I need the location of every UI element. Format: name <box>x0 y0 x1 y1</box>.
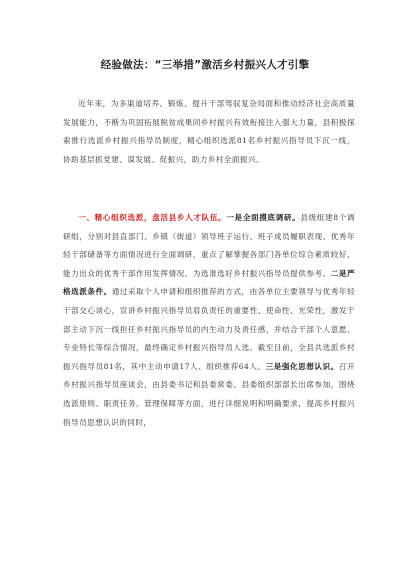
point-one-title: 一是全面摸底调研。 <box>226 213 301 222</box>
point-two-text: 通过采取个人申请和组织推荐的方式，由各单位主要领导与优秀年轻干部交心谈心，宣讲乡村振兴指导员肩负责任的重要性、使命性、光荣性，激发干部主动下沉一线担任乡村振兴指导员的内生动力及责任感，并结合干部个人意愿、专业特长等综合情况，最终确定乡村振兴指导员人选。截至目前，全县共选派乡村振兴指导员81名，其中主动申请17人、组织推荐64人。 <box>63 287 356 371</box>
intro-paragraph: 近年来，为多渠道培养、锻炼、提升干部驾驭复杂局面和推动经济社会高质量发展能力，不断为巩固拓展脱贫成果同乡村振兴有效衔接注入强大力量，县积极探索推行选派乡村振兴指导员制度，精心组织选派81名乡村振兴指导员下沉一线，协助基层抓党建、谋发展、促振兴，助力乡村全面振兴。 <box>63 99 355 164</box>
document-title: 经验做法：“三举措”激活乡村振兴人才引擎 <box>100 59 310 71</box>
point-one-text: 县级组建8个调研组，分别对县直部门、乡镇（街道）领导班子运行、班子成员履职表现、优秀年轻干部储备等方面情况进行全面调研，重点了解掌握各部门各单位综合素质较好、能力出众的优秀干部作用发挥情况，为选准选好乡村振兴指导员提供参考。 <box>63 213 355 278</box>
section-heading: 一、精心组织选派，盘活县乡人才队伍。 <box>78 213 227 222</box>
point-three-text: 召开乡村振兴指导员座谈会，由县委书记和县委常委、县委组织部部长出席参加，围绕选派原则、职责任务、管理保障等方面，进行详细说明和明确要求，提高乡村振兴指导员思想认识的同时， <box>63 361 356 427</box>
section-one-paragraph <box>63 209 355 432</box>
point-three-title: 三是强化思想认识。 <box>265 361 339 371</box>
point-two-title: 二是严格选派条件。 <box>63 268 355 297</box>
